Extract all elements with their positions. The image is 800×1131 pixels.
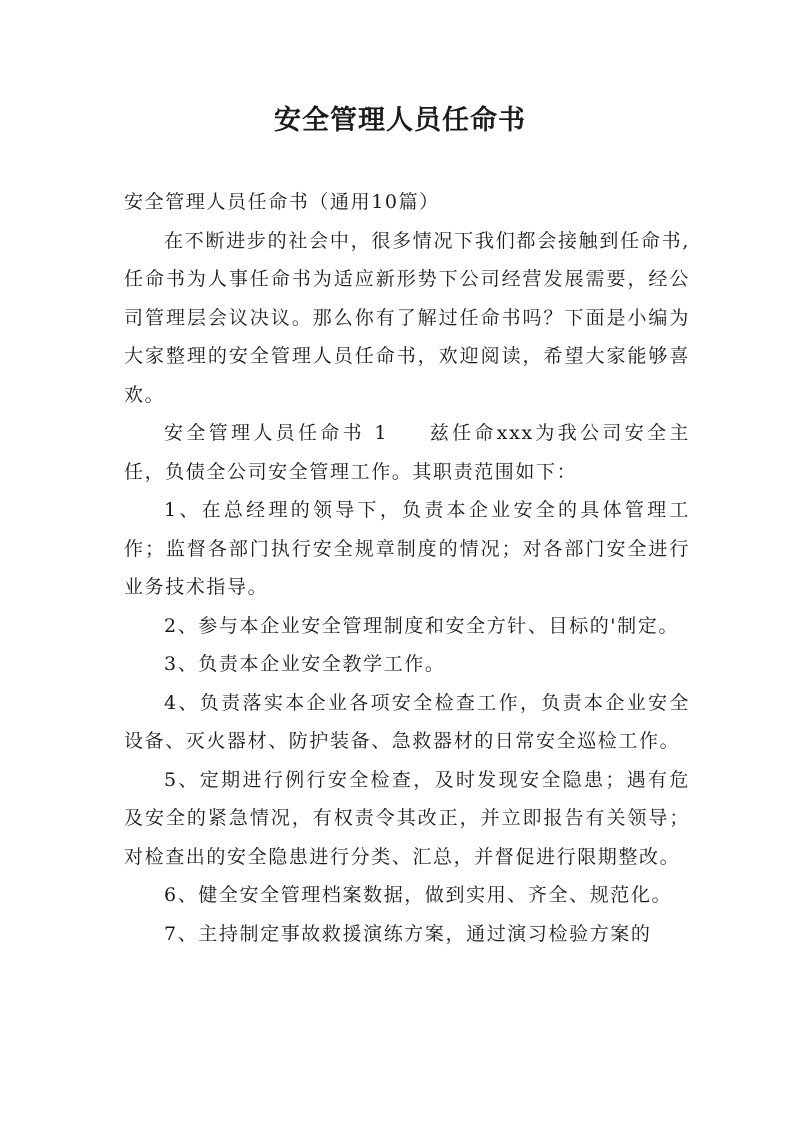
list-item-5: 5、定期进行例行安全检查，及时发现安全隐患；遇有危及安全的紧急情况，有权责令其改正，并立即报告有关领导；对检查出的安全隐患进行分类、汇总，并督促进行限期整改。 — [124, 768, 690, 868]
section-1-heading: 安全管理人员任命书 1 — [164, 422, 389, 444]
list-item-3: 3、负责本企业安全教学工作。 — [164, 653, 446, 675]
list-item-7: 7、主持制定事故救援演练方案，通过演习检验方案的 — [164, 922, 652, 945]
page-title: 安全管理人员任命书 — [274, 105, 526, 136]
list-item-4: 4、负责落实本企业各项安全检查工作，负责本企业安全设备、灭火器材、防护装备、急救器材的日常安全巡检工作。 — [124, 691, 690, 752]
list-item-1: 1、在总经理的领导下，负责本企业安全的具体管理工作；监督各部门执行安全规章制度的情况；对各部门安全进行业务技术指导。 — [124, 499, 690, 598]
document-subtitle: 安全管理人员任命书（通用10篇） — [124, 191, 440, 213]
document-body — [124, 183, 690, 953]
intro-paragraph: 在不断进步的社会中，很多情况下我们都会接触到任命书,任命书为人事任命书为适应新形势下公司经营发展需要，经公司管理层会议决议。那么你有了解过任命书吗？下面是小编为大家整理的安全管理人员任命书，欢迎阅读，希望大家能够喜欢。 — [124, 229, 690, 406]
list-item-6: 6、健全安全管理档案数据，做到实用、齐全、规范化。 — [164, 884, 673, 906]
list-item-2: 2、参与本企业安全管理制度和安全方针、目标的'制定。 — [164, 614, 679, 637]
section-1-lead: 兹任命xxx为我公司安全主任，负债全公司安全管理工作。其职责范围如下： — [124, 422, 690, 483]
section-1-paragraph — [124, 414, 690, 491]
